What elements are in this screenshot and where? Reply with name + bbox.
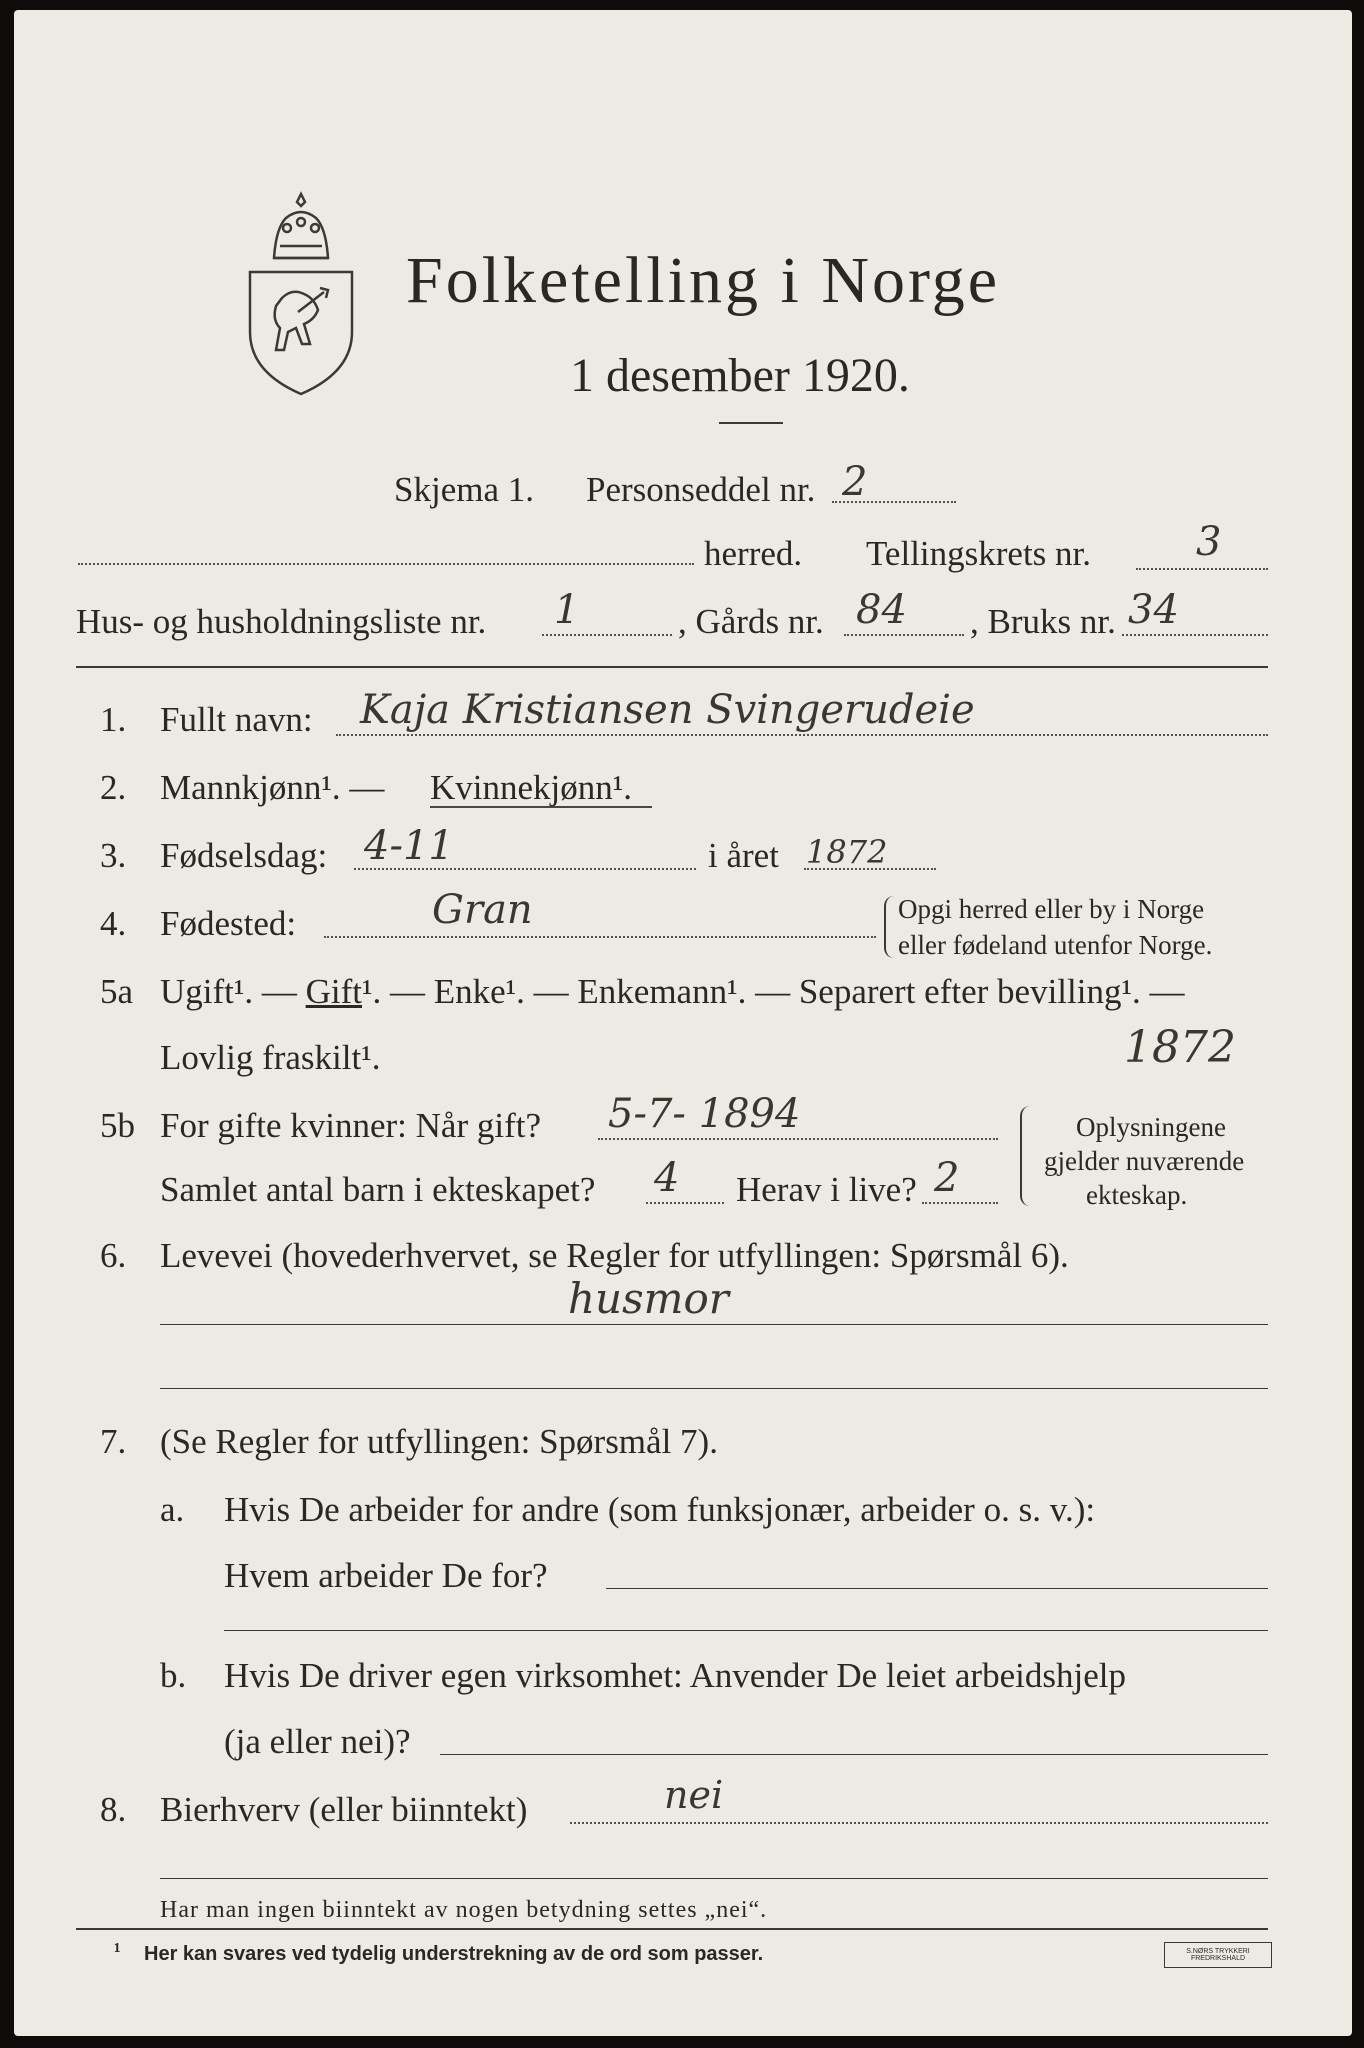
q5a-number: 5a <box>100 972 134 1011</box>
q5a-ugift: Ugift¹. — <box>160 972 306 1011</box>
page-title: Folketelling i Norge <box>406 244 1001 317</box>
q4-birthplace: Gran <box>432 887 533 933</box>
personseddel-label: Personseddel nr. <box>586 470 816 509</box>
q2-female-label: Kvinnekjønn¹. <box>430 768 633 807</box>
q7a-text: Hvis De arbeider for andre (som funksjonær, arbeider o. s. v.): <box>224 1490 1096 1529</box>
q1-label: Fullt navn: <box>160 700 313 739</box>
q7-number: 7. <box>100 1422 127 1461</box>
bruks-label: , Bruks nr. <box>970 602 1116 641</box>
q6-occupation: husmor <box>568 1274 729 1323</box>
q6-number: 6. <box>100 1236 127 1275</box>
q7-label: (Se Regler for utfyllingen: Spørsmål 7). <box>160 1422 718 1461</box>
hus-label: Hus- og husholdningsliste nr. <box>76 602 487 641</box>
q8-label: Bierhverv (eller biinntekt) <box>160 1790 528 1829</box>
q1-number: 1. <box>100 700 127 739</box>
q5a-gift: Gift <box>305 972 363 1011</box>
q3-birthday: 4-11 <box>364 823 454 869</box>
q1-full-name: Kaja Kristiansen Svingerudeie <box>360 687 975 733</box>
gards-value: 84 <box>856 587 907 633</box>
section-divider <box>76 666 1268 668</box>
gards-label: , Gårds nr. <box>678 602 824 641</box>
schema-label: Skjema 1. <box>394 470 534 509</box>
q5b-children-label: Samlet antal barn i ekteskapet? <box>160 1170 596 1209</box>
tellingskrets-value: 3 <box>1196 519 1222 565</box>
q3-number: 3. <box>100 836 127 875</box>
q2-female-underline <box>430 806 652 808</box>
q8-number: 8. <box>100 1790 127 1829</box>
q5b-children-value: 4 <box>654 1155 680 1201</box>
q7a-line2: Hvem arbeider De for? <box>224 1556 548 1595</box>
q7b-number: b. <box>160 1656 187 1695</box>
bruks-value: 34 <box>1128 587 1179 633</box>
q3-label: Fødselsdag: <box>160 836 328 875</box>
norway-coat-of-arms-icon <box>242 188 360 398</box>
q5b-married-date: 5-7- 1894 <box>608 1091 801 1137</box>
footnote-marker: ¹ <box>114 1938 121 1963</box>
hus-value: 1 <box>554 587 580 633</box>
q2-number: 2. <box>100 768 127 807</box>
q7b-text: Hvis De driver egen virksomhet: Anvender De leiet arbeidshjelp <box>224 1656 1126 1695</box>
printer-stamp-text: S.NØRS TRYKKERI FREDRIKSHALD <box>1186 1948 1250 1962</box>
q5b-alive-label: Herav i live? <box>736 1170 917 1209</box>
q5b-note-line2: gjelder nuværende <box>1044 1146 1245 1176</box>
q5b-note-line3: ekteskap. <box>1086 1180 1188 1210</box>
q5a-margin-note: 1872 <box>1124 1022 1236 1073</box>
tellingskrets-label: Tellingskrets nr. <box>866 534 1092 573</box>
q3-year-label: i året <box>708 836 779 875</box>
q5b-label: For gifte kvinner: Når gift? <box>160 1106 542 1145</box>
q5b-alive-value: 2 <box>934 1155 960 1201</box>
q5a-line1 <box>160 974 1184 1009</box>
q6-label: Levevei (hovederhvervet, se Regler for utfyllingen: Spørsmål 6). <box>160 1236 1069 1275</box>
q4-note-line1: Opgi herred eller by i Norge <box>898 894 1205 924</box>
herred-label: herred. <box>704 534 803 573</box>
q5a-line2: Lovlig fraskilt¹. <box>160 1038 381 1077</box>
q4-label: Fødested: <box>160 904 297 943</box>
q7b-line2: (ja eller nei)? <box>224 1722 411 1761</box>
q5b-number: 5b <box>100 1106 135 1145</box>
q7a-number: a. <box>160 1490 185 1529</box>
footer-note: Har man ingen biinntekt av nogen betydning settes „nei“. <box>160 1897 768 1923</box>
personseddel-value: 2 <box>842 459 868 505</box>
q8-value: nei <box>664 1773 724 1817</box>
census-date: 1 desember 1920. <box>570 349 910 402</box>
footnote: Her kan svares ved tydelig understrekning av de ord som passer. <box>144 1943 764 1965</box>
q3-year: 1872 <box>806 833 888 871</box>
census-form <box>14 10 1352 2036</box>
q4-number: 4. <box>100 904 127 943</box>
q5b-note-line1: Oplysningene <box>1076 1112 1226 1142</box>
printer-stamp <box>1164 1942 1272 1968</box>
title-divider <box>719 422 783 424</box>
q4-note-line2: eller fødeland utenfor Norge. <box>898 930 1213 960</box>
q5a-rest: ¹. — Enke¹. — Enkemann¹. — Separert efter bevilling¹. — <box>362 972 1185 1011</box>
q2-male-label: Mannkjønn¹. — <box>160 768 385 807</box>
